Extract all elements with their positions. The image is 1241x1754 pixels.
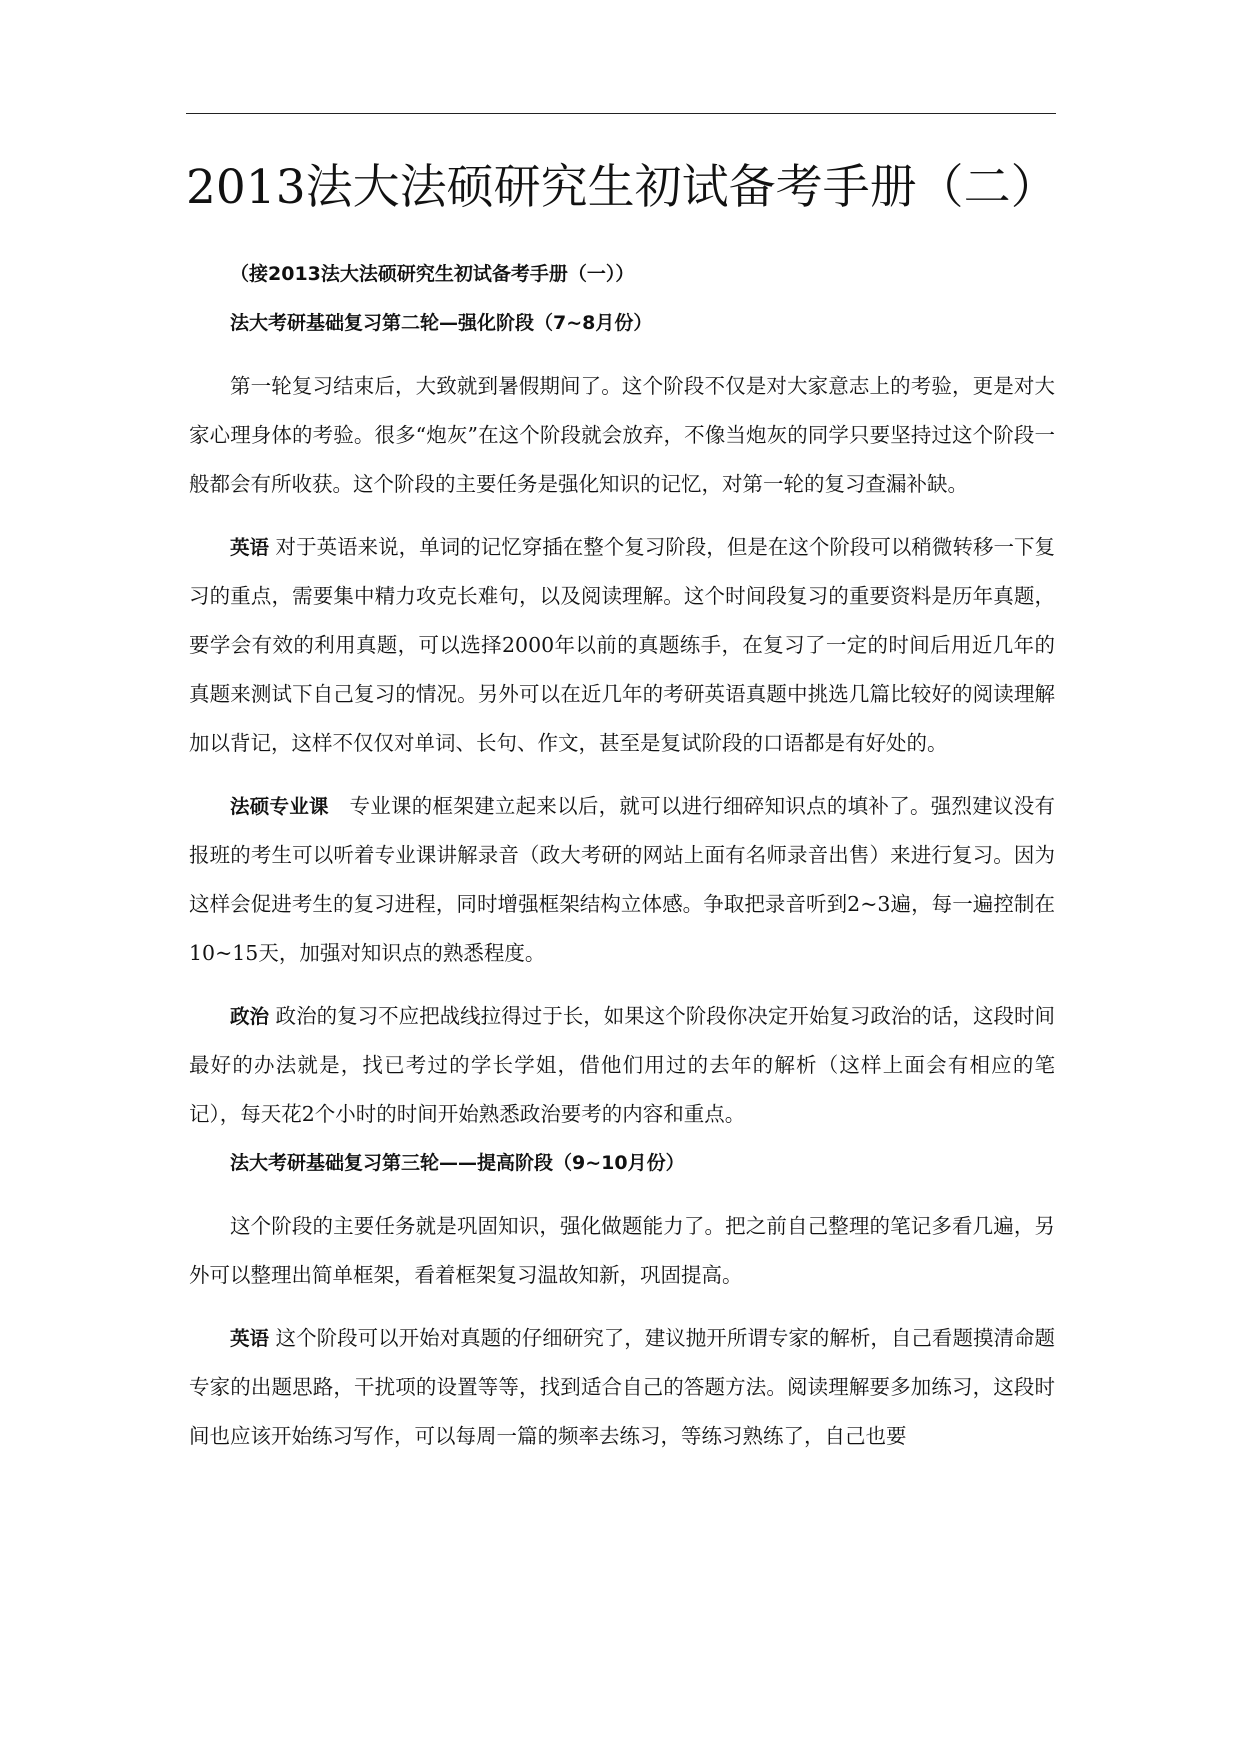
paragraph-text: 专业课的框架建立起来以后，就可以进行细碎知识点的填补了。强烈建议没有报班的考生可以听着专业课讲解录音（政大考研的网站上面有名师录音出售）来进行复习。因为这样会促进考生的复习进程，同时增强框架结构立体感。争取把录音听到2~3遍，每一遍控制在10~15天，加强对知识点的熟悉程度。: [189, 794, 1055, 965]
paragraph-intro: 第一轮复习结束后，大致就到暑假期间了。这个阶段不仅是对大家意志上的考验，更是对大家心理身体的考验。很多“炮灰”在这个阶段就会放弃，不像当炮灰的同学只要坚持过这个阶段一般都会有所收获。这个阶段的主要任务是强化知识的记忆，对第一轮的复习查漏补缺。: [189, 374, 1055, 496]
paragraph-text: 这个阶段可以开始对真题的仔细研究了，建议抛开所谓专家的解析，自己看题摸清命题专家的出题思路，干扰项的设置等等，找到适合自己的答题方法。阅读理解要多加练习，这段时间也应该开始练习写作，可以每周一篇的频率去练习，等练习熟练了，自己也要: [189, 1326, 1055, 1448]
document-title: 2013法大法硕研究生初试备考手册（二）: [186, 160, 1058, 215]
section-heading: 法大考研基础复习第三轮——提高阶段（9~10月份）: [230, 1152, 685, 1174]
paragraph-intro: 这个阶段的主要任务就是巩固知识，强化做题能力了。把之前自己整理的笔记多看几遍，另外可以整理出简单框架，看着框架复习温故知新，巩固提高。: [189, 1214, 1055, 1287]
section-heading: 法大考研基础复习第二轮—强化阶段（7~8月份）: [230, 312, 653, 334]
paragraph-politics: [189, 992, 1055, 1139]
paragraph-label: 法硕专业课: [230, 795, 329, 818]
header-rule: [186, 113, 1056, 114]
paragraph-english: [189, 523, 1055, 768]
paragraph-label: 英语: [230, 1327, 270, 1350]
subtitle: （接2013法大法硕研究生初试备考手册（一））: [230, 263, 635, 285]
paragraph-law-major: [189, 782, 1055, 978]
paragraph-label: 政治: [230, 1005, 270, 1028]
paragraph-english: [189, 1314, 1055, 1461]
paragraph-label: 英语: [230, 536, 270, 559]
paragraph-text: 对于英语来说，单词的记忆穿插在整个复习阶段，但是在这个阶段可以稍微转移一下复习的重点，需要集中精力攻克长难句，以及阅读理解。这个时间段复习的重要资料是历年真题，要学会有效的利用真题，可以选择2000年以前的真题练手，在复习了一定的时间后用近几年的真题来测试下自己复习的情况。另外可以在近几年的考研英语真题中挑选几篇比较好的阅读理解加以背记，这样不仅仅对单词、长句、作文，甚至是复试阶段的口语都是有好处的。: [189, 535, 1055, 755]
document-body: [189, 250, 1055, 1461]
paragraph-text: 政治的复习不应把战线拉得过于长，如果这个阶段你决定开始复习政治的话，这段时间最好的办法就是，找已考过的学长学姐，借他们用过的去年的解析（这样上面会有相应的笔记），每天花2个小时的时间开始熟悉政治要考的内容和重点。: [189, 1004, 1055, 1126]
